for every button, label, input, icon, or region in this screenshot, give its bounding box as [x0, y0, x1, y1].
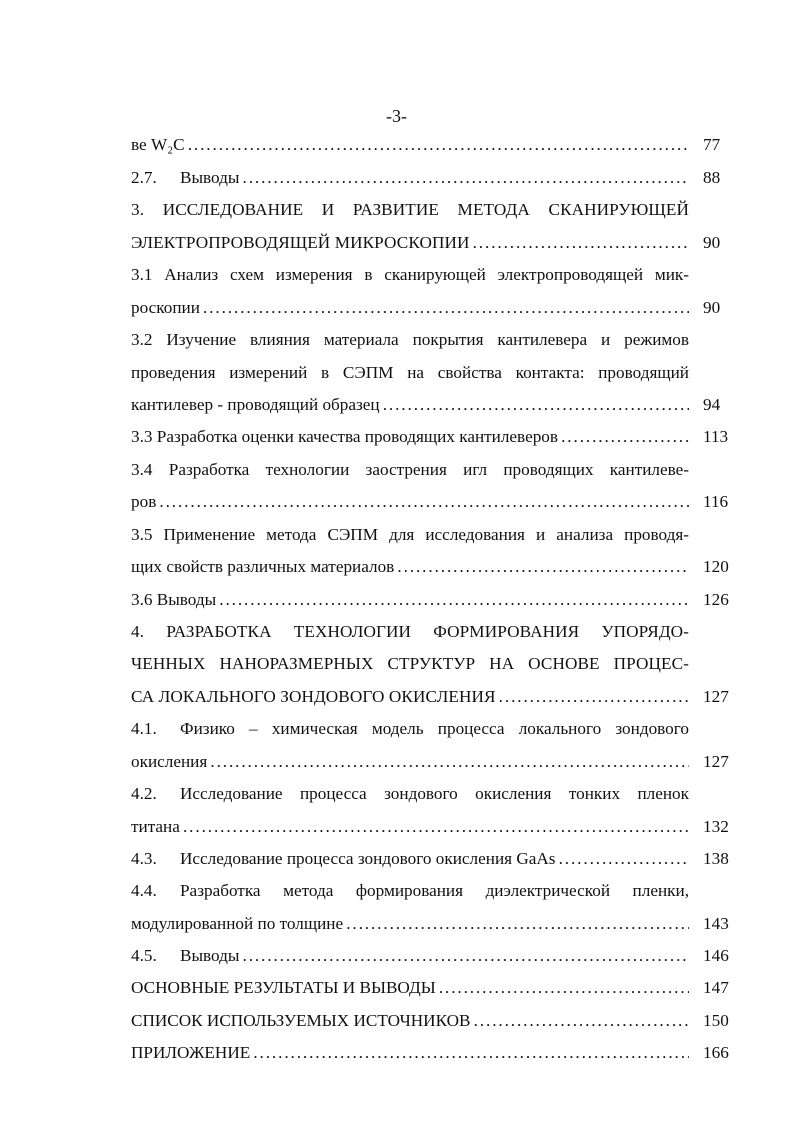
- toc-line: 4.1. Физико – химическая модель процесса локального зондового: [131, 719, 689, 738]
- toc-page: 143: [703, 914, 729, 933]
- toc-line: ве W₂C . . .: [131, 134, 689, 156]
- toc-page: 90: [703, 233, 721, 252]
- toc-line: ЧЕННЫХ НАНОРАЗМЕРНЫХ СТРУКТУР НА ОСНОВЕ ПРОЦЕС-: [131, 654, 689, 673]
- toc-line: 3.4 Разработка технологии заострения игл проводящих кантилеве-: [131, 460, 689, 479]
- toc-line: 4.3. Исследование процесса зондового окисления GaAs . . .: [131, 848, 689, 870]
- toc-page: 150: [703, 1011, 729, 1030]
- section-number: 4.5.: [131, 946, 157, 965]
- toc-page: 88: [703, 168, 721, 187]
- toc-page: 77: [703, 135, 721, 154]
- toc-line: ОСНОВНЫЕ РЕЗУЛЬТАТЫ И ВЫВОДЫ . . .: [131, 977, 689, 999]
- toc-line: ПРИЛОЖЕНИЕ . . .: [131, 1042, 689, 1064]
- toc-page: 138: [703, 849, 729, 868]
- toc-line: роскопии . . .: [131, 297, 689, 319]
- toc-page: 127: [703, 687, 729, 706]
- section-number: 4.3.: [131, 849, 157, 868]
- toc-line: 3.3 Разработка оценки качества проводящих кантилеверов . . .: [131, 426, 689, 448]
- toc-page: 94: [703, 395, 721, 414]
- toc-page: 127: [703, 752, 729, 771]
- toc-line: проведения измерений в СЭПМ на свойства контакта: проводящий: [131, 363, 689, 382]
- toc-page: 120: [703, 557, 729, 576]
- toc-page: 146: [703, 946, 729, 965]
- toc-line: 3.6 Выводы . . .: [131, 589, 689, 611]
- section-number: 4.1.: [131, 719, 157, 738]
- toc-line: модулированной по толщине . . .: [131, 913, 689, 935]
- toc-line: 4.5. Выводы . . .: [131, 945, 689, 967]
- toc-page: 113: [703, 427, 729, 446]
- toc-page: 116: [703, 492, 729, 511]
- toc-line: кантилевер - проводящий образец . . .: [131, 394, 689, 416]
- section-number: 2.7.: [131, 168, 157, 187]
- section-number: 4.4.: [131, 881, 157, 900]
- toc-line: 3. ИССЛЕДОВАНИЕ И РАЗВИТИЕ МЕТОДА СКАНИРУЮЩЕЙ: [131, 200, 689, 219]
- toc-line: ров . . .: [131, 491, 689, 513]
- toc-line: окисления . . .: [131, 751, 689, 773]
- toc-line: 3.5 Применение метода СЭПМ для исследования и анализа проводя-: [131, 525, 689, 544]
- toc-line: 4. РАЗРАБОТКА ТЕХНОЛОГИИ ФОРМИРОВАНИЯ УПОРЯДО-: [131, 622, 689, 641]
- section-number: 4.2.: [131, 784, 157, 803]
- toc-line: 4.2. Исследование процесса зондового окисления тонких пленок: [131, 784, 689, 803]
- toc-page: 90: [703, 298, 721, 317]
- toc-page: 132: [703, 817, 729, 836]
- toc-line: щих свойств различных материалов . . .: [131, 556, 689, 578]
- toc-page: 126: [703, 590, 729, 609]
- toc-line: 3.1 Анализ схем измерения в сканирующей электропроводящей мик-: [131, 265, 689, 284]
- toc-page: 147: [703, 978, 729, 997]
- toc-page: 166: [703, 1043, 729, 1062]
- toc-line: СА ЛОКАЛЬНОГО ЗОНДОВОГО ОКИСЛЕНИЯ . . .: [131, 686, 689, 708]
- page-number: -3-: [386, 106, 407, 126]
- toc-line: СПИСОК ИСПОЛЬЗУЕМЫХ ИСТОЧНИКОВ . . .: [131, 1010, 689, 1032]
- toc-line: 3.2 Изучение влияния материала покрытия кантилевера и режимов: [131, 330, 689, 349]
- toc-line: 2.7. Выводы . . .: [131, 167, 689, 189]
- toc-line: титана . . .: [131, 816, 689, 838]
- toc-line: ЭЛЕКТРОПРОВОДЯЩЕЙ МИКРОСКОПИИ . . .: [131, 232, 689, 254]
- toc-line: 4.4. Разработка метода формирования диэлектрической пленки,: [131, 881, 689, 900]
